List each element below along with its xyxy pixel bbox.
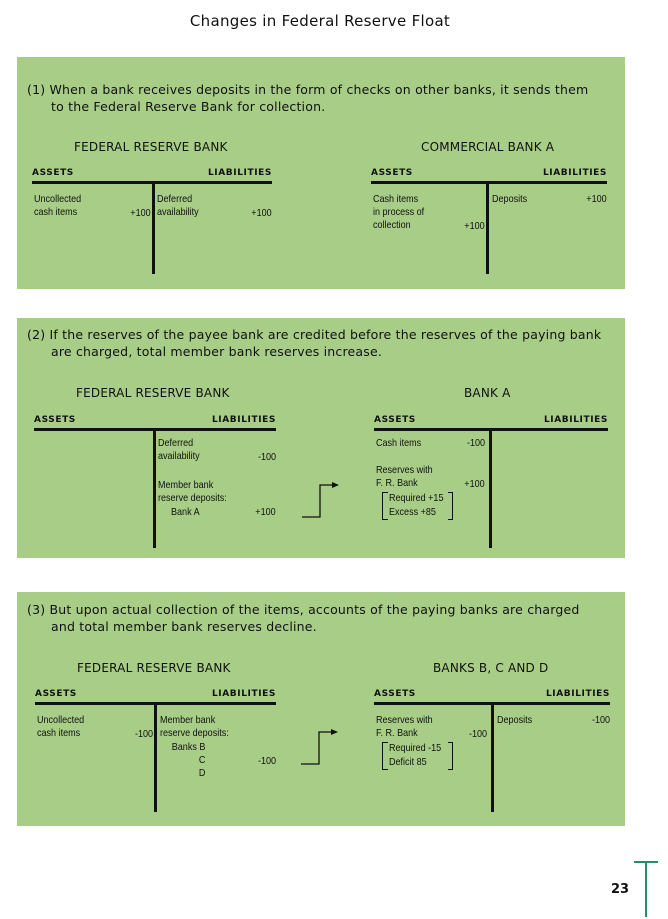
caption-line: are charged, total member bank reserves increase. <box>51 344 383 359</box>
page-title: Changes in Federal Reserve Float <box>189 12 451 30</box>
liability-amount: +100 <box>251 207 272 219</box>
asset-amount: +100 <box>464 478 485 490</box>
liability-amount: -100 <box>257 755 276 767</box>
caption-line: (2) If the reserves of the payee bank are credited before the reserves of the paying bank <box>27 327 602 342</box>
liability-entry: Member bank reserve deposits: <box>160 714 229 739</box>
liabilities-label: LIABILITIES <box>545 689 610 699</box>
asset-entry: Cash items <box>376 437 422 449</box>
asset-entry: Cash items in process of collection <box>373 193 425 231</box>
asset-amount: -100 <box>134 728 153 740</box>
t-account-divider <box>152 181 155 274</box>
panel-2-caption <box>27 326 615 360</box>
bracket-left <box>382 742 388 770</box>
t-account-divider <box>154 702 157 812</box>
bracket-left <box>382 492 388 520</box>
t-account-left <box>34 413 276 553</box>
liability-amount: -100 <box>591 714 610 726</box>
left-bank-name: FEDERAL RESERVE BANK <box>74 140 228 154</box>
asset-entry: Reserves with F. R. Bank <box>376 714 433 739</box>
assets-label: ASSETS <box>32 168 74 178</box>
liabilities-label: LIABILITIES <box>542 168 607 178</box>
t-account-right <box>374 687 610 817</box>
sub-entry-required: Required +15 <box>389 492 444 504</box>
panel-3-caption <box>27 601 615 635</box>
right-bank-name: BANKS B, C AND D <box>433 661 549 675</box>
t-account-rule <box>371 181 607 184</box>
sub-entry-excess: Excess +85 <box>389 506 436 518</box>
liability-entry: Bank A <box>171 506 200 518</box>
t-account-right <box>371 166 607 276</box>
liabilities-label: LIABILITIES <box>211 415 276 425</box>
caption-line: (3) But upon actual collection of the items, accounts of the paying banks are charged <box>27 602 580 617</box>
panel-3 <box>17 592 625 826</box>
liabilities-label: LIABILITIES <box>211 689 276 699</box>
left-bank-name: FEDERAL RESERVE BANK <box>76 386 230 400</box>
caption-line: to the Federal Reserve Bank for collection. <box>51 99 326 114</box>
assets-label: ASSETS <box>374 689 416 699</box>
panel-1 <box>17 57 625 289</box>
t-account-right <box>374 413 608 553</box>
liability-entry: Member bank reserve deposits: <box>158 479 227 504</box>
liability-entry: Deposits <box>492 193 528 205</box>
sub-entry-required: Required -15 <box>389 742 442 754</box>
liabilities-label: LIABILITIES <box>207 168 272 178</box>
asset-amount: +100 <box>464 220 485 232</box>
assets-label: ASSETS <box>34 415 76 425</box>
panel-2 <box>17 318 625 558</box>
t-account-divider <box>486 181 489 274</box>
liability-entry: Deferred availability <box>158 437 200 462</box>
right-bank-name: COMMERCIAL BANK A <box>421 140 555 154</box>
t-account-divider <box>153 428 156 548</box>
asset-entry: Uncollected cash items <box>37 714 85 739</box>
asset-amount: -100 <box>466 437 485 449</box>
assets-label: ASSETS <box>374 415 416 425</box>
liability-amount: +100 <box>255 506 276 518</box>
left-bank-name: FEDERAL RESERVE BANK <box>77 661 231 675</box>
caption-line: and total member bank reserves decline. <box>51 619 317 634</box>
asset-entry: Reserves with F. R. Bank <box>376 464 433 489</box>
panel-1-caption <box>27 81 615 115</box>
t-account-divider <box>491 702 494 812</box>
liability-entry: Deferred availability <box>157 193 199 218</box>
sub-entry-deficit: Deficit 85 <box>389 756 427 768</box>
liability-entry: Banks B C D <box>171 741 206 779</box>
assets-label: ASSETS <box>35 689 77 699</box>
liability-amount: +100 <box>586 193 607 205</box>
asset-amount: -100 <box>468 728 487 740</box>
page-corner-mark <box>632 859 662 919</box>
t-account-left <box>35 687 276 817</box>
assets-label: ASSETS <box>371 168 413 178</box>
bracket-right <box>448 492 453 520</box>
liability-entry: Deposits <box>497 714 533 726</box>
liabilities-label: LIABILITIES <box>543 415 608 425</box>
bracket-right <box>448 742 453 770</box>
asset-entry: Uncollected cash items <box>34 193 82 218</box>
page-number: 23 <box>611 882 630 897</box>
t-account-left <box>32 166 272 276</box>
t-account-divider <box>489 428 492 548</box>
right-bank-name: BANK A <box>464 386 511 400</box>
caption-line: (1) When a bank receives deposits in the form of checks on other banks, it sends them <box>27 82 589 97</box>
asset-amount: +100 <box>130 207 151 219</box>
liability-amount: -100 <box>257 451 276 463</box>
